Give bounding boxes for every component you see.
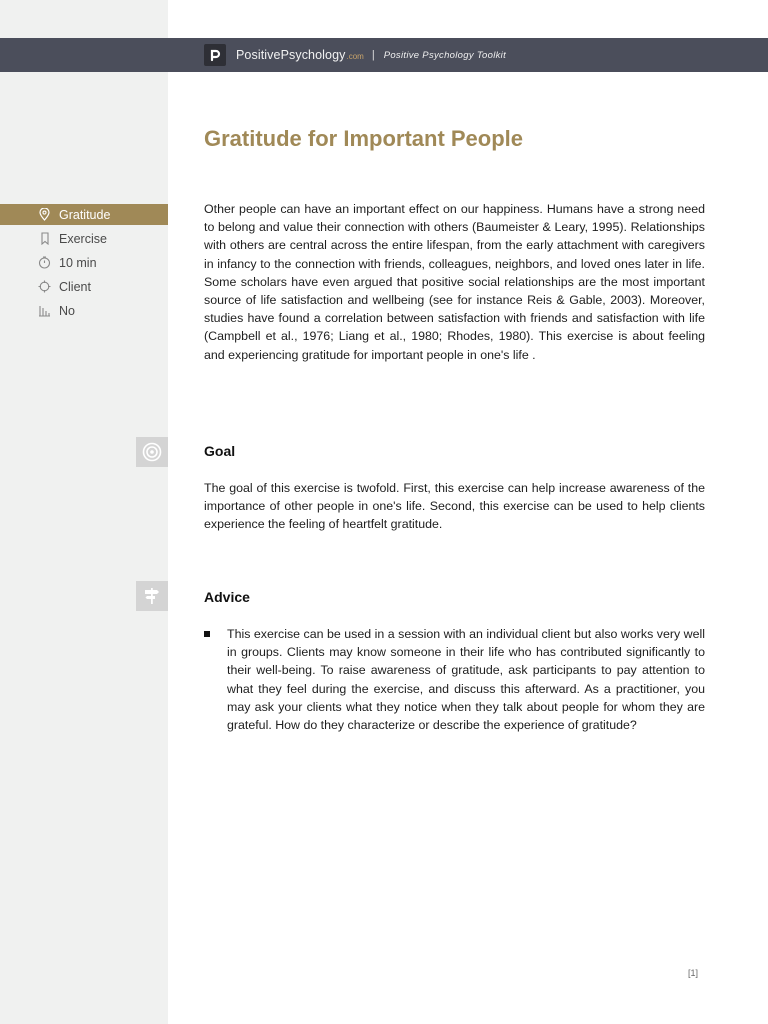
bookmark-icon [38,232,51,245]
bar-chart-icon [38,304,51,317]
location-pin-icon [38,208,51,221]
signpost-icon [136,581,168,611]
brand-suffix: .com [346,51,364,61]
meta-item-duration [0,252,168,273]
goal-heading: Goal [204,443,236,459]
crosshair-icon [38,280,51,293]
advice-text: This exercise can be used in a session with an individual client but also works very well in groups. Clients may know someone in their life who has contributed significantly to their well-being. To raise awareness of gratitude, ask participants to pay attention to what they feel during the exercise, and discuss this afterward. As a practitioner, you may ask your clients what they notice when they talk about people for whom they are grateful. How do they characterize or describe the experience of gratitude? [227,627,705,733]
brand-name: PositivePsychology [236,48,346,62]
advice-heading: Advice [204,589,250,605]
meta-list [0,204,168,324]
sidebar [0,0,168,1024]
header-separator: | [371,49,375,61]
meta-label: Exercise [59,231,107,246]
list-item [204,625,705,734]
goal-paragraph: The goal of this exercise is twofold. First, this exercise can help increase awareness of the importance of other people in one's life. Second, this exercise can be used to help clients experience the feeling of heartfelt gratitude. [204,481,705,532]
intro-paragraph: Other people can have an important effect on our happiness. Humans have a strong need to belong and value their connection with others (Baumeister & Leary, 1995). Relationships with others are central across the entire lifespan, from the early attachment with caregivers in infancy to the connection with friends, colleagues, neighbors, and loved ones later in life. Some scholars have even argued that positive social relationships are the most important source of life satisfaction and wellbeing (see for instance Reis & Gable, 2003). Moreover, studies have found a correlation between satisfaction with friends and satisfaction with life (Campbell et al., 1976; Liang et al., 1980; Rhodes, 1980). This exercise is about feeling and experiencing gratitude for important people in one's life . [204,202,705,362]
advice-list [204,625,705,734]
brand-logo-icon [204,44,226,66]
page-number: [1] [688,968,699,978]
meta-item-type [0,228,168,249]
meta-item-tracking [0,300,168,321]
target-icon [136,437,168,467]
meta-label: 10 min [59,255,97,270]
meta-label: Gratitude [59,207,111,222]
brand [204,44,506,66]
bullet-icon [204,631,210,637]
page-title: Gratitude for Important People [204,126,524,151]
stopwatch-icon [38,256,51,269]
meta-item-audience [0,276,168,297]
meta-item-category [0,204,168,225]
toolkit-label: Positive Psychology Toolkit [383,49,507,61]
meta-label: Client [59,279,91,294]
meta-label: No [59,303,75,318]
